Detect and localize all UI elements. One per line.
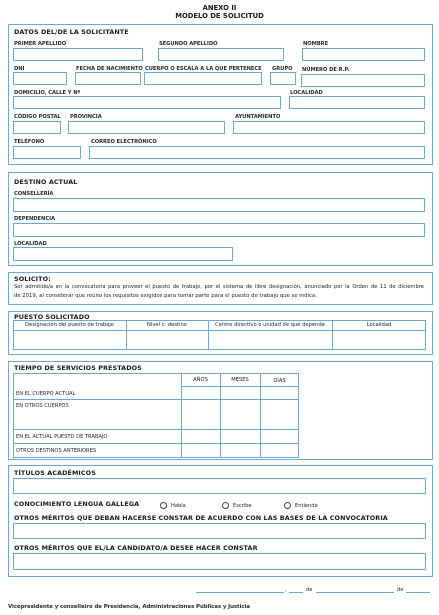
request-line-1: Ser admitido/a en la convocatoria para proveer el puesto de trabajo, por el sistema de libre designación, anunciado por la Orden de 11 de diciembre bbox=[14, 284, 424, 290]
postal-code-field[interactable] bbox=[13, 121, 61, 134]
address-field[interactable] bbox=[13, 96, 281, 109]
position-designation-field[interactable] bbox=[14, 331, 125, 349]
footer-addressee: Vicepresidente y conselleiro de Presidencia, Administraciones Públicas y Justicia bbox=[8, 604, 250, 610]
request-line-2: de 2019, al considerar que reúno los requisitos exigidos para tomar parte para el puesto de trabajo que se indica: bbox=[14, 293, 317, 299]
service-row-label: EN OTROS CUERPOS bbox=[16, 403, 69, 409]
service-row-divider-1 bbox=[13, 399, 299, 400]
signature-comma: , bbox=[285, 587, 287, 593]
first-surname-label: PRIMER APELLIDO bbox=[14, 41, 67, 47]
province-field[interactable] bbox=[68, 121, 225, 134]
phone-label: TELÉFONO bbox=[14, 139, 45, 145]
first-surname-field[interactable] bbox=[13, 48, 143, 61]
service-col-header: DÍAS bbox=[273, 378, 286, 384]
department-label: CONSELLERÍA bbox=[14, 191, 54, 197]
municipality-label: AYUNTAMIENTO bbox=[235, 114, 281, 120]
signature-year-line[interactable] bbox=[406, 592, 430, 593]
service-row-label: OTROS DESTINOS ANTERIORES bbox=[16, 448, 97, 454]
dni-label: DNI bbox=[14, 66, 25, 72]
service-row-label: EN EL ACTUAL PUESTO DE TRABAJO bbox=[16, 434, 108, 440]
province-label: PROVINCIA bbox=[70, 114, 102, 120]
writes-option-label: Escribe bbox=[233, 503, 252, 509]
locality-label: LOCALIDAD bbox=[290, 90, 323, 96]
signature-de-1: de bbox=[306, 587, 313, 593]
speaks-option-label: Habla bbox=[171, 503, 186, 509]
galician-heading: CONOCIMIENTO LENGUA GALLEGA bbox=[14, 500, 140, 508]
rp-number-field[interactable] bbox=[301, 74, 425, 87]
dni-field[interactable] bbox=[13, 72, 67, 85]
unit-label: DEPENDENCIA bbox=[14, 216, 55, 222]
signature-de-2: de bbox=[397, 587, 404, 593]
service-col-divider-3 bbox=[260, 373, 261, 458]
position-col-header: Localidad bbox=[366, 322, 392, 328]
name-label: NOMBRE bbox=[303, 41, 329, 47]
position-col-header: Centro directivo o unidad de que depende bbox=[215, 322, 325, 328]
corps-field[interactable] bbox=[144, 72, 262, 85]
corps-label: CUERPO O ESCALA A LA QUE PERTENECE bbox=[145, 66, 262, 72]
name-field[interactable] bbox=[302, 48, 425, 61]
form-title: MODELO DE SOLICITUD bbox=[175, 12, 264, 20]
speaks-radio[interactable] bbox=[160, 502, 167, 509]
second-surname-field[interactable] bbox=[158, 48, 284, 61]
candidate-merits-heading: OTROS MÉRITOS QUE EL/LA CANDIDATO/A DESEE HACER CONSTAR bbox=[14, 544, 258, 552]
municipality-field[interactable] bbox=[233, 121, 425, 134]
rp-number-label: NÚMERO DE R.P. bbox=[302, 67, 350, 73]
signature-month-line[interactable] bbox=[316, 592, 394, 593]
group-label: GRUPO bbox=[272, 66, 293, 72]
request-heading: SOLICITO: bbox=[14, 275, 51, 283]
birth-date-label: FECHA DE NACIMIENTO bbox=[76, 66, 143, 72]
degrees-heading: TÍTULOS ACADÉMICOS bbox=[14, 469, 96, 477]
second-surname-label: SEGUNDO APELLIDO bbox=[159, 41, 218, 47]
degrees-field[interactable] bbox=[13, 478, 426, 494]
dest-locality-field[interactable] bbox=[13, 247, 233, 261]
understands-radio[interactable] bbox=[284, 502, 291, 509]
signature-day-line[interactable] bbox=[289, 592, 303, 593]
position-heading: PUESTO SOLICITADO bbox=[14, 313, 90, 321]
email-field[interactable] bbox=[89, 146, 425, 159]
service-col-header: MESES bbox=[231, 377, 249, 383]
service-row-label: EN EL CUERPO ACTUAL bbox=[16, 391, 76, 397]
email-label: CORREO ELECTRÓNICO bbox=[91, 139, 157, 145]
position-level-field[interactable] bbox=[127, 331, 207, 349]
dest-locality-label: LOCALIDAD bbox=[14, 241, 47, 247]
service-row-divider-2 bbox=[13, 429, 299, 430]
phone-field[interactable] bbox=[13, 146, 81, 159]
understands-option-label: Entiende bbox=[295, 503, 318, 509]
postal-code-label: CÓDIGO POSTAL bbox=[14, 114, 61, 120]
locality-field[interactable] bbox=[289, 96, 425, 109]
address-label: DOMICILIO, CALLE Y Nº bbox=[14, 90, 81, 96]
service-row-divider-3 bbox=[13, 443, 299, 444]
unit-field[interactable] bbox=[13, 223, 425, 237]
birth-date-field[interactable] bbox=[75, 72, 141, 85]
group-field[interactable] bbox=[270, 72, 296, 85]
service-col-divider-1 bbox=[181, 373, 182, 458]
position-locality-field[interactable] bbox=[333, 331, 425, 349]
applicant-heading: DATOS DEL/DE LA SOLICITANTE bbox=[14, 28, 129, 36]
service-col-divider-2 bbox=[220, 373, 221, 458]
department-field[interactable] bbox=[13, 198, 425, 212]
annex-label: ANEXO II bbox=[202, 4, 237, 12]
other-merits-field[interactable] bbox=[13, 523, 426, 539]
position-unit-field[interactable] bbox=[209, 331, 331, 349]
writes-radio[interactable] bbox=[222, 502, 229, 509]
destination-heading: DESTINO ACTUAL bbox=[14, 178, 78, 186]
service-heading: TIEMPO DE SERVICIOS PRESTADOS bbox=[14, 364, 142, 372]
other-merits-heading: OTROS MÉRITOS QUE DEBAN HACERSE CONSTAR DE ACUERDO CON LAS BASES DE LA CONVOCATORIA bbox=[14, 514, 388, 522]
service-col-header: AÑOS bbox=[193, 377, 208, 383]
position-col-header: Designación del puesto de trabajo bbox=[25, 322, 114, 328]
position-col-header: Nivel c. destino bbox=[147, 322, 187, 328]
signature-place-line[interactable] bbox=[196, 592, 284, 593]
candidate-merits-field[interactable] bbox=[13, 553, 426, 570]
